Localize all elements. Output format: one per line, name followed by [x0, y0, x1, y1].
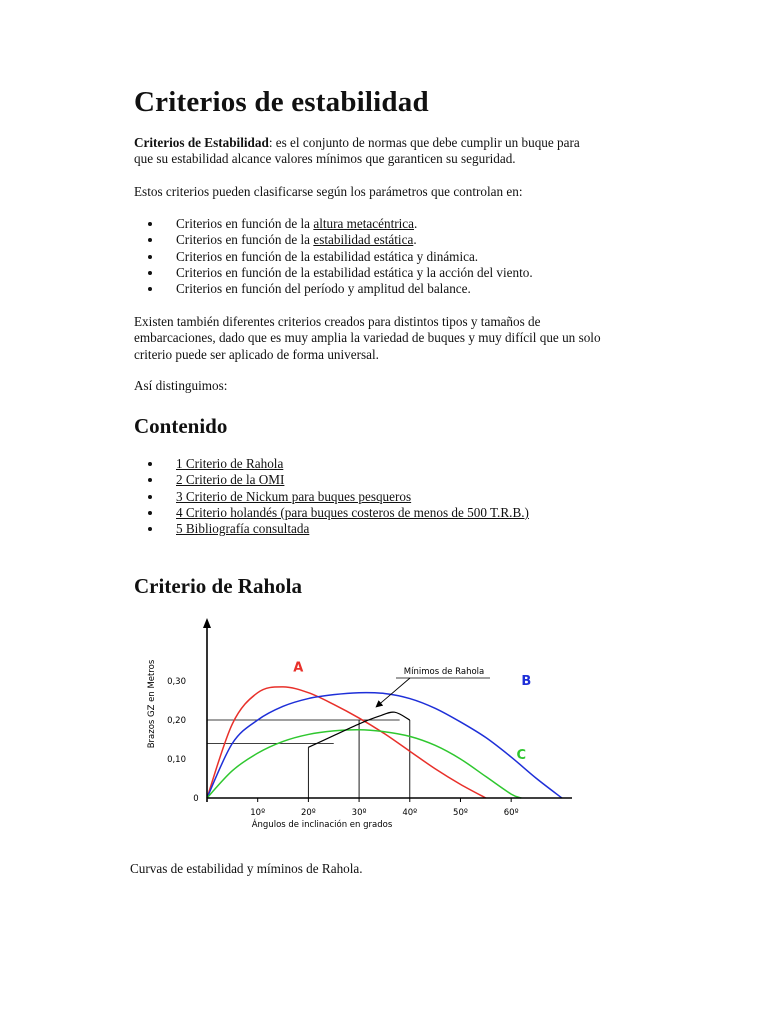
- x-axis-label: Ángulos de inclinación en grados: [251, 820, 393, 830]
- contents-heading: Contenido: [134, 414, 228, 438]
- list-item-text: Criterios en función de la: [176, 216, 314, 231]
- varieties-paragraph: [134, 314, 654, 363]
- x-tick-label: 10º: [250, 808, 266, 818]
- series-label-A: A: [293, 660, 304, 676]
- toc-link-omi[interactable]: 2 Criterio de la OMI: [176, 472, 285, 488]
- origin-label: 0: [193, 794, 199, 804]
- list-item: [134, 505, 529, 521]
- list-item: [134, 489, 529, 505]
- page-title: Criterios de estabilidad: [134, 86, 429, 118]
- intro-paragraph: [134, 135, 654, 168]
- list-item: [134, 281, 533, 297]
- asi-paragraph: Así distinguimos:: [134, 378, 228, 393]
- stability-chart-svg: [134, 612, 574, 844]
- series-line-A: [207, 687, 486, 798]
- y-axis-arrow-icon: [203, 618, 211, 628]
- series-label-C: C: [516, 748, 527, 763]
- list-item: [134, 216, 533, 232]
- contents-list: [134, 456, 529, 537]
- series-line-B: [207, 693, 562, 798]
- x-tick-label: 60º: [503, 808, 519, 818]
- section-heading-rahola: Criterio de Rahola: [134, 574, 302, 598]
- list-item: [134, 249, 533, 265]
- varieties-line3: criterio puede ser aplicado de forma universal.: [134, 346, 379, 362]
- list-item: [134, 472, 529, 488]
- x-tick-label: 40º: [402, 808, 418, 818]
- intro-definition-line2: que su estabilidad alcance valores mínimos que garanticen su seguridad.: [134, 151, 516, 167]
- varieties-line2: embarcaciones, dado que es muy amplia la variedad de buques y muy difícil que un solo: [134, 330, 601, 346]
- list-item: [134, 232, 533, 248]
- list-item-text: Criterios en función de la: [176, 232, 314, 248]
- classify-paragraph: Estos criterios pueden clasificarse según los parámetros que controlan en:: [134, 184, 523, 199]
- list-item-text: Criterios en función de la estabilidad estática y dinámica.: [176, 248, 479, 264]
- toc-link-holandes[interactable]: 4 Criterio holandés (para buques costeros de menos de 500 T.R.B.): [176, 504, 529, 520]
- x-tick-label: 20º: [300, 808, 316, 818]
- series-label-B: B: [521, 673, 532, 689]
- list-item-suffix: .: [414, 216, 418, 231]
- list-item-suffix: .: [413, 232, 417, 248]
- link-estabilidad-estatica[interactable]: estabilidad estática: [313, 232, 414, 248]
- x-tick-label: 30º: [351, 808, 367, 818]
- list-item-text: Criterios en función de la estabilidad estática y la acción del viento.: [176, 264, 533, 280]
- list-item: [134, 456, 529, 472]
- list-item-text: Criterios en función del período y amplitud del balance.: [176, 281, 471, 297]
- criteria-list: [134, 216, 533, 297]
- y-axis-label: Brazos GZ en Metros: [147, 659, 157, 749]
- y-tick-label: 0,10: [167, 755, 186, 765]
- y-tick-label: 0,30: [167, 677, 186, 687]
- toc-link-rahola[interactable]: 1 Criterio de Rahola: [176, 456, 284, 471]
- link-altura-metacentrica[interactable]: altura metacéntrica: [313, 216, 415, 231]
- toc-link-bibliografia[interactable]: 5 Bibliografía consultada: [176, 521, 310, 537]
- list-item: [134, 521, 529, 537]
- annotation-arrow-icon: [377, 678, 410, 706]
- intro-definition: : es el conjunto de normas que debe cumplir un buque para: [268, 135, 580, 150]
- y-tick-label: 0,20: [167, 716, 186, 726]
- toc-link-nickum[interactable]: 3 Criterio de Nickum para buques pesqueros: [176, 488, 412, 504]
- intro-term: Criterios de Estabilidad: [134, 135, 269, 150]
- series-line-C: [207, 730, 521, 798]
- list-item: [134, 265, 533, 281]
- x-tick-label: 50º: [453, 808, 468, 818]
- varieties-line1: Existen también diferentes criterios creados para distintos tipos y tamaños de: [134, 314, 541, 329]
- chart-caption: Curvas de estabilidad y míminos de Rahola.: [130, 861, 363, 877]
- stability-chart: [134, 612, 574, 844]
- annotation-label: Mínimos de Rahola: [403, 667, 485, 677]
